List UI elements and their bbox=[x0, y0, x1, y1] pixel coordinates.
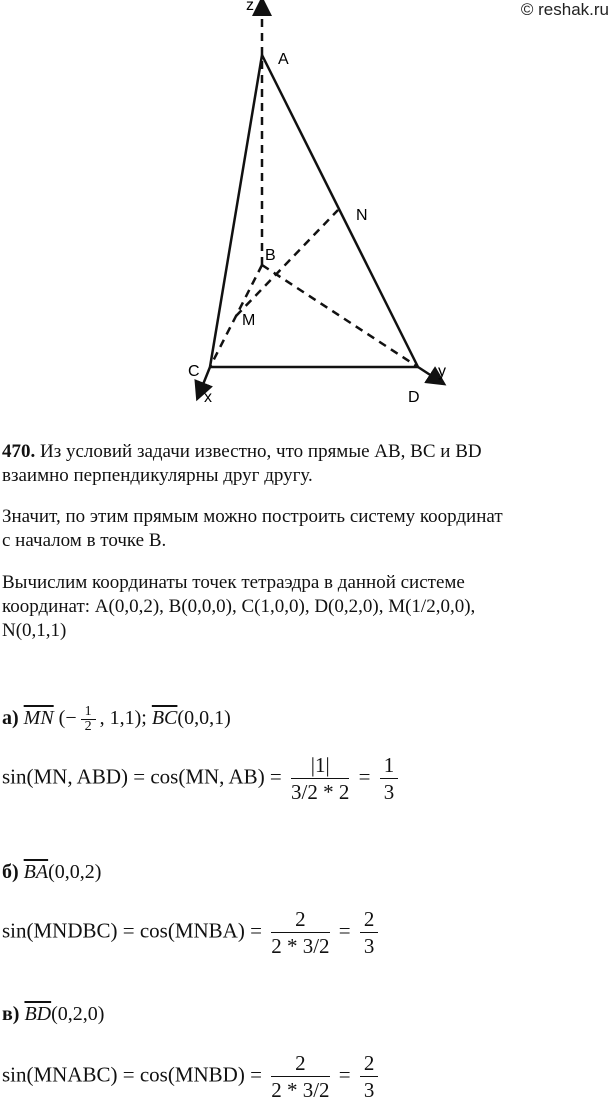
text-line: Вычислим координаты точек тетраэдра в данной системе bbox=[2, 572, 465, 593]
equation-b: sin(MNDBC) = cos(MNBA) = $\frac{2}{2 * 3/2}$ = $\frac{2}{3}$ bbox=[2, 906, 382, 959]
label-m: M bbox=[242, 312, 256, 329]
coord: , 1,1); bbox=[99, 707, 147, 730]
label-c: C bbox=[188, 363, 200, 380]
part-c-label: в) bbox=[2, 1003, 20, 1025]
frac-num: 2 bbox=[360, 1050, 379, 1077]
watermark: © reshak.ru bbox=[520, 0, 609, 19]
part-a-label: а) bbox=[2, 707, 19, 730]
tetrahedron-diagram bbox=[0, 0, 615, 420]
coord: (0,2,0) bbox=[51, 1003, 105, 1025]
text-line: координат: A(0,0,2), B(0,0,0), C(1,0,0), D(0,2,0), M(1/2,0,0), bbox=[2, 596, 476, 617]
frac-den: 2 * 3/2 bbox=[271, 1078, 330, 1102]
edge-bd bbox=[262, 265, 418, 367]
label-x: x bbox=[204, 389, 212, 406]
label-a: A bbox=[278, 51, 289, 68]
segment-mn bbox=[236, 210, 338, 316]
text-line: Значит, по этим прямым можно построить систему координат bbox=[2, 506, 503, 527]
label-b: B bbox=[265, 247, 276, 264]
frac-den: 2 bbox=[84, 719, 92, 734]
frac-den: 3 bbox=[383, 780, 395, 804]
label-d: D bbox=[408, 389, 420, 406]
part-b-label: б) bbox=[2, 861, 19, 883]
label-y: y bbox=[438, 363, 446, 380]
paragraph-1 bbox=[2, 440, 482, 464]
frac-den: 3/2 * 2 bbox=[291, 780, 350, 804]
frac-den: 3 bbox=[363, 934, 375, 958]
equation-a: sin(MN, ABD) = cos(MN, AB) = $\frac{|1|}{3/2 * 2}$ = $\frac{1}{3}$ bbox=[2, 752, 402, 805]
frac-num: 1 bbox=[81, 705, 96, 720]
eq-lhs: sin(MN, ABD) = cos(MN, AB) = bbox=[2, 764, 282, 789]
part-a-vectors bbox=[2, 705, 231, 734]
coord: (− bbox=[58, 707, 77, 730]
eq-lhs: sin(MNDBC) = cos(MNBA) = bbox=[2, 918, 262, 943]
part-c-vector bbox=[2, 1002, 104, 1026]
vector: $\overline{MN}$ bbox=[23, 707, 54, 730]
frac-num: 2 bbox=[271, 906, 329, 933]
vector: $\overline{BA}$ bbox=[23, 861, 49, 883]
coord: (0,0,2) bbox=[48, 861, 102, 883]
eq-lhs: sin(MNABC) = cos(MNBD) = bbox=[2, 1062, 262, 1087]
frac-den: 2 * 3/2 bbox=[271, 934, 330, 958]
edge-ad bbox=[262, 55, 418, 367]
text-line: N(0,1,1) bbox=[2, 620, 67, 641]
text-line: с началом в точке B. bbox=[2, 530, 167, 551]
text-line: Из условий задачи известно, что прямые AB, BC и BD bbox=[40, 441, 482, 462]
frac-num: 2 bbox=[271, 1050, 329, 1077]
y-axis bbox=[418, 367, 438, 380]
frac-num: |1| bbox=[291, 752, 349, 779]
part-b-vector bbox=[2, 860, 101, 884]
label-z: z bbox=[246, 0, 254, 14]
vector: $\overline{BD}$ bbox=[24, 1003, 52, 1025]
frac-num: 1 bbox=[380, 752, 399, 779]
frac-num: 2 bbox=[360, 906, 379, 933]
vector: $\overline{BC}$ bbox=[151, 707, 178, 730]
equation-c: sin(MNABC) = cos(MNBD) = $\frac{2}{2 * 3/2}$ = $\frac{2}{3}$ bbox=[2, 1050, 382, 1103]
label-n: N bbox=[356, 207, 368, 224]
frac-den: 3 bbox=[363, 1078, 375, 1102]
text-line: взаимно перпендикулярны друг другу. bbox=[2, 465, 313, 486]
coord: (0,0,1) bbox=[177, 707, 231, 730]
problem-number: 470. bbox=[2, 441, 36, 462]
